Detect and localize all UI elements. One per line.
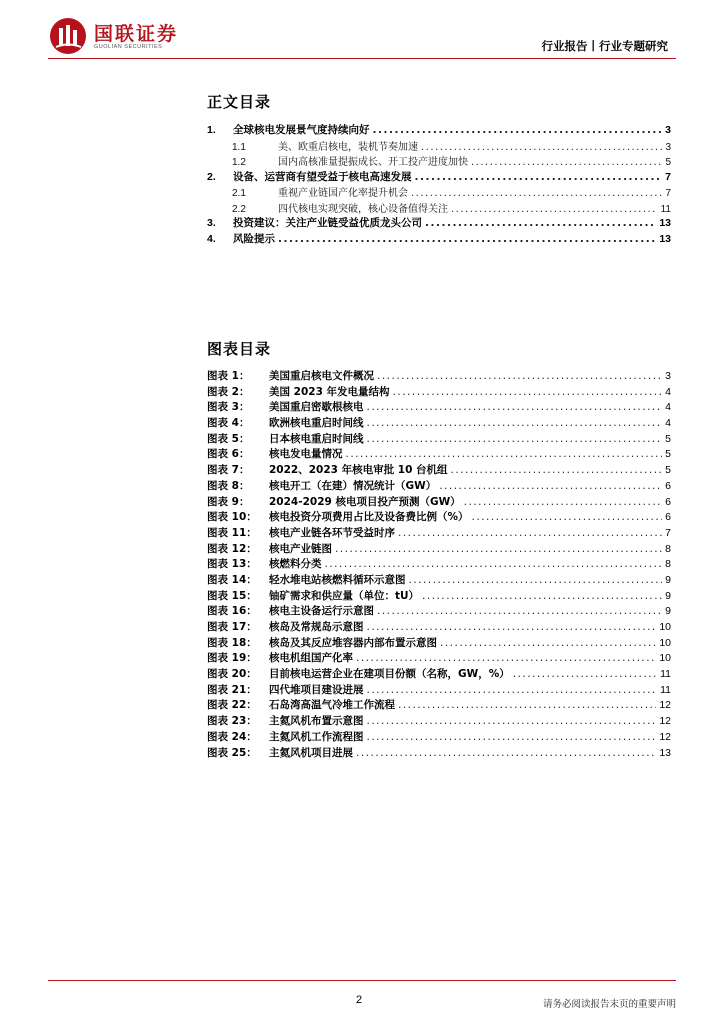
figure-entry-page: 3 (665, 370, 671, 382)
toc-entry-page: 11 (660, 203, 671, 215)
figure-entry-label: 2024-2029 核电项目投产预测（GW） (269, 495, 461, 508)
figure-entry-number: 图表 7： (207, 464, 250, 477)
figure-entry-label: 美国重启密歇根核电 (269, 401, 364, 414)
toc-entry-label: 四代核电实现突破，核心设备值得关注 (278, 203, 448, 215)
toc-entry-number: 1.1 (232, 141, 246, 153)
figure-entry-leader-dots (356, 747, 656, 759)
figure-entry-page: 10 (659, 652, 671, 665)
figure-entry[interactable] (207, 729, 671, 745)
figure-entry-leader-dots (422, 590, 662, 602)
figure-entry-label: 核燃料分类 (269, 558, 322, 571)
figure-entry[interactable] (207, 572, 671, 588)
figure-entry-page: 7 (665, 526, 671, 539)
toc-entry[interactable] (207, 122, 671, 138)
toc-entry-label: 投资建议：关注产业链受益优质龙头公司 (233, 217, 422, 229)
figure-entry-label: 核电投资分项费用占比及设备费比例（%） (269, 511, 469, 524)
figure-entry-leader-dots (393, 386, 663, 398)
toc-entry-label: 美、欧重启核电，装机节奏加速 (278, 141, 418, 153)
figure-entry-number: 图表 5： (207, 432, 250, 445)
toc-entry[interactable] (207, 200, 671, 216)
header-divider (48, 58, 676, 59)
figure-entry-label: 石岛湾高温气冷堆工作流程 (269, 699, 395, 712)
figure-entry-number: 图表 3： (207, 401, 250, 414)
figure-entry[interactable] (207, 478, 671, 494)
toc-entry[interactable] (207, 153, 671, 169)
figure-entry-number: 图表 20： (207, 668, 257, 681)
figure-entry-page: 10 (659, 621, 671, 633)
toc-entry[interactable] (207, 215, 671, 231)
figure-entry-number: 图表 21： (207, 683, 257, 696)
toc-entry-page: 13 (659, 217, 671, 229)
figure-entry-page: 6 (665, 495, 671, 508)
logo-english-name: GUOLIAN SECURITIES (94, 44, 163, 50)
figure-entry-leader-dots (440, 637, 656, 649)
figure-entry-label: 目前核电运营企业在建项目份额（名称，GW，%） (269, 668, 510, 681)
toc-entry-page: 7 (665, 170, 671, 183)
toc-entry-page: 3 (665, 124, 671, 136)
figure-entry-number: 图表 19： (207, 652, 257, 665)
footer-divider (48, 980, 676, 981)
company-logo (48, 16, 198, 56)
toc-entry-label: 设备、运营商有望受益于核电高速发展 (233, 170, 412, 183)
figure-entry-label: 日本核电重启时间线 (269, 432, 364, 445)
figure-entry[interactable] (207, 494, 671, 510)
figure-entry-page: 8 (665, 558, 671, 571)
figure-entry-leader-dots (409, 574, 663, 586)
figure-entry-label: 铀矿需求和供应量（单位：tU） (269, 589, 420, 602)
figure-entry-label: 美国 2023 年发电量结构 (269, 385, 390, 398)
figure-entry-leader-dots (367, 684, 658, 696)
toc-entry-label: 全球核电发展景气度持续向好 (233, 124, 370, 136)
figure-entry-leader-dots (439, 480, 662, 492)
figure-entry-leader-dots (398, 527, 662, 539)
logo-chinese-name: 国联证券 (94, 23, 179, 45)
page-number: 2 (356, 994, 363, 1006)
figure-entry-number: 图表 25： (207, 746, 257, 759)
figure-entry[interactable] (207, 713, 671, 729)
figure-entry-label: 主氦风机工作流程图 (269, 730, 364, 743)
figure-entry-page: 4 (665, 401, 671, 414)
toc-entry-leader-dots (411, 188, 662, 199)
figure-entry[interactable] (207, 541, 671, 557)
figure-entry[interactable] (207, 682, 671, 698)
figure-entry-number: 图表 24： (207, 730, 257, 743)
figure-entry-leader-dots (464, 496, 662, 508)
figure-entry[interactable] (207, 666, 671, 682)
toc-entry-number: 2.1 (232, 188, 246, 199)
figures-title: 图表目录 (207, 340, 272, 358)
figure-entry-page: 12 (659, 715, 671, 728)
toc-title: 正文目录 (207, 93, 272, 111)
toc-entry-page: 5 (665, 157, 671, 168)
figure-entry-number: 图表 18： (207, 636, 257, 649)
figure-entry-label: 核电产业链各环节受益时序 (269, 526, 395, 539)
figure-entry-leader-dots (451, 464, 663, 476)
figure-entry-page: 13 (659, 746, 671, 759)
figure-entry-page: 5 (665, 448, 671, 461)
toc-list (207, 122, 671, 246)
figure-entry-page: 8 (665, 542, 671, 555)
figure-entry[interactable] (207, 446, 671, 462)
figure-entry[interactable] (207, 745, 671, 761)
figure-entry-number: 图表 8： (207, 479, 250, 492)
figure-entry-leader-dots (335, 543, 662, 555)
figure-entry-page: 12 (659, 699, 671, 712)
figure-entry[interactable] (207, 697, 671, 713)
figures-list (207, 368, 671, 760)
figure-entry-page: 11 (660, 668, 671, 681)
figure-entry-label: 美国重启核电文件概况 (269, 370, 374, 382)
toc-entry-number: 1. (207, 124, 216, 136)
figure-entry-number: 图表 22： (207, 699, 257, 712)
figure-entry[interactable] (207, 525, 671, 541)
figure-entry-number: 图表 2： (207, 385, 250, 398)
figure-entry-page: 6 (665, 511, 671, 524)
figure-entry-number: 图表 15： (207, 589, 257, 602)
figure-entry-number: 图表 12： (207, 542, 257, 555)
figure-entry-leader-dots (367, 401, 663, 413)
figure-entry-number: 图表 11： (207, 526, 257, 539)
figure-entry-label: 核电开工（在建）情况统计（GW） (269, 479, 437, 492)
toc-entry-page: 3 (665, 141, 671, 153)
figure-entry-leader-dots (325, 558, 663, 570)
toc-entry-leader-dots (471, 157, 662, 168)
figure-entry-label: 主氦风机项目进展 (269, 746, 353, 759)
figure-entry-number: 图表 16： (207, 605, 257, 618)
figure-entry-leader-dots (377, 605, 662, 617)
figure-entry-label: 核电主设备运行示意图 (269, 605, 374, 618)
figure-entry-page: 5 (665, 464, 671, 477)
toc-entry[interactable] (207, 184, 671, 200)
toc-entry[interactable] (207, 138, 671, 154)
figure-entry-label: 核电机组国产化率 (269, 652, 353, 665)
figure-entry-page: 10 (659, 636, 671, 649)
figure-entry-leader-dots (356, 652, 656, 664)
toc-entry-leader-dots (451, 204, 658, 215)
figure-entry-label: 轻水堆电站核燃料循环示意图 (269, 573, 406, 586)
figure-entry-number: 图表 4： (207, 417, 250, 430)
figure-entry-leader-dots (367, 731, 657, 743)
toc-entry-leader-dots (421, 142, 662, 153)
figure-entry-number: 图表 17： (207, 621, 257, 633)
toc-entry[interactable] (207, 231, 671, 247)
toc-entry-label: 国内高核准量提振成长、开工投产进度加快 (278, 157, 468, 168)
figure-entry[interactable] (207, 603, 671, 619)
figure-entry[interactable] (207, 384, 671, 400)
figure-entry-page: 4 (665, 417, 671, 430)
figure-entry[interactable] (207, 462, 671, 478)
logo-mark-icon (48, 16, 88, 56)
figure-entry-label: 核电产业链图 (269, 542, 332, 555)
toc-entry-number: 1.2 (232, 157, 246, 168)
figure-entry-label: 2022、2023 年核电审批 10 台机组 (269, 464, 448, 477)
figure-entry-number: 图表 6： (207, 448, 250, 461)
toc-entry-leader-dots (278, 233, 656, 245)
figure-entry[interactable] (207, 556, 671, 572)
footer-disclaimer: 请务必阅读报告末页的重要声明 (542, 999, 676, 1010)
figure-entry-number: 图表 14： (207, 573, 257, 586)
figure-entry-leader-dots (346, 448, 663, 460)
figure-entry-label: 核电发电量情况 (269, 448, 343, 461)
report-type: 行业报告丨行业专题研究 (541, 39, 668, 53)
toc-entry-label: 风险提示 (233, 232, 275, 245)
figure-entry-label: 核岛及其反应堆容器内部布置示意图 (269, 636, 437, 649)
figure-entry-leader-dots (367, 433, 663, 445)
figure-entry-page: 5 (665, 432, 671, 445)
figure-entry-page: 6 (665, 479, 671, 492)
toc-entry-number: 3. (207, 217, 216, 229)
figure-entry-page: 9 (665, 573, 671, 586)
figure-entry[interactable] (207, 588, 671, 604)
figure-entry-number: 图表 1： (207, 370, 250, 382)
toc-entry-leader-dots (425, 217, 656, 229)
figure-entry-leader-dots (377, 370, 662, 382)
toc-entry-label: 重视产业链国产化率提升机会 (278, 188, 408, 199)
figure-entry[interactable] (207, 650, 671, 666)
toc-entry-leader-dots (415, 171, 663, 183)
toc-entry-page: 7 (665, 188, 671, 199)
figure-entry[interactable] (207, 509, 671, 525)
toc-entry-leader-dots (373, 124, 663, 136)
toc-entry-number: 4. (207, 232, 216, 245)
figure-entry-number: 图表 10： (207, 511, 257, 524)
figure-entry-page: 9 (665, 605, 671, 618)
figure-entry-number: 图表 23： (207, 715, 257, 728)
figure-entry[interactable] (207, 635, 671, 651)
figure-entry-page: 12 (659, 730, 671, 743)
figure-entry-number: 图表 9： (207, 495, 250, 508)
figure-entry-leader-dots (367, 621, 657, 633)
figure-entry-label: 主氦风机布置示意图 (269, 715, 364, 728)
figure-entry-number: 图表 13： (207, 558, 257, 571)
figure-entry-leader-dots (513, 668, 657, 680)
toc-entry-number: 2. (207, 170, 216, 183)
figure-entry-label: 四代堆项目建设进展 (269, 683, 364, 696)
figure-entry[interactable] (207, 368, 671, 384)
figure-entry-page: 11 (660, 683, 671, 696)
figure-entry-label: 核岛及常规岛示意图 (269, 621, 364, 633)
figure-entry[interactable] (207, 431, 671, 447)
figure-entry-page: 4 (665, 385, 671, 398)
toc-entry-page: 13 (659, 232, 671, 245)
toc-entry[interactable] (207, 169, 671, 185)
figure-entry[interactable] (207, 415, 671, 431)
toc-entry-number: 2.2 (232, 203, 246, 215)
figure-entry-leader-dots (398, 699, 656, 711)
figure-entry-leader-dots (472, 511, 663, 523)
figure-entry-leader-dots (367, 417, 663, 429)
figure-entry[interactable] (207, 619, 671, 635)
figure-entry-leader-dots (367, 715, 657, 727)
figure-entry-label: 欧洲核电重启时间线 (269, 417, 364, 430)
page-header (0, 0, 724, 64)
figure-entry[interactable] (207, 399, 671, 415)
figure-entry-page: 9 (665, 589, 671, 602)
